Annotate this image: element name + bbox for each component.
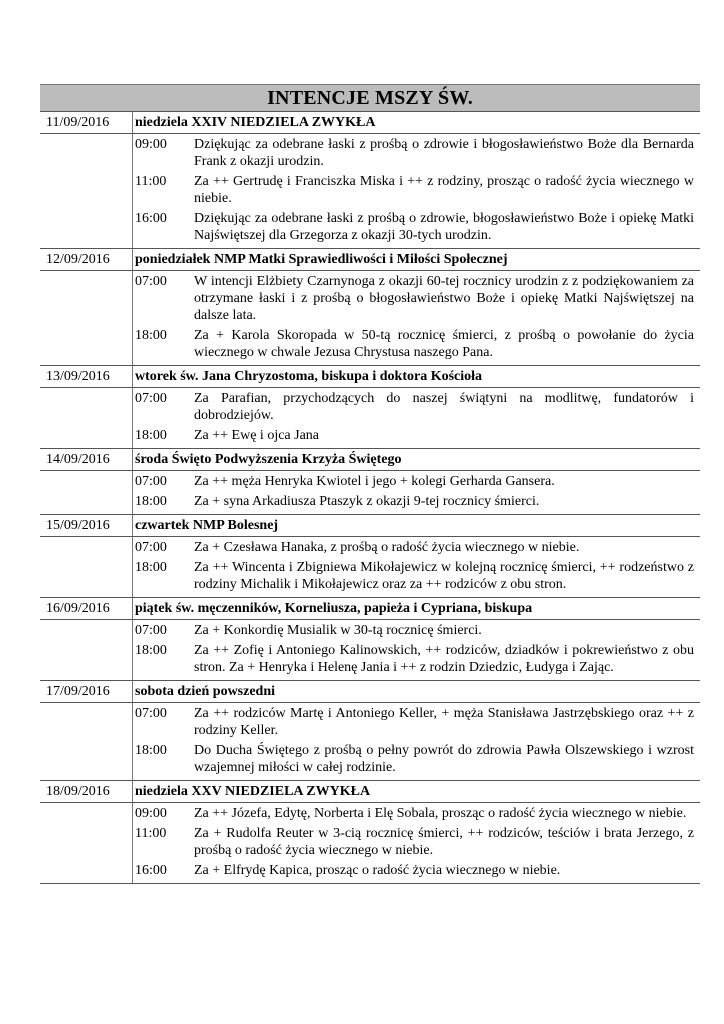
mass-intention — [134, 426, 700, 444]
column-divider — [132, 681, 133, 702]
day-date: 16/09/2016 — [46, 601, 110, 616]
day-header — [40, 515, 700, 537]
day-entries — [40, 271, 700, 366]
mass-intention — [134, 492, 700, 510]
day-entries — [40, 388, 700, 449]
intention-text: Za ++ Gertrudę i Franciszka Miska i ++ z rodziny, prosząc o radość życia wiecznego w niebie. — [194, 174, 694, 206]
mass-intention — [134, 641, 700, 676]
day-entries — [40, 703, 700, 781]
mass-time: 18:00 — [135, 643, 167, 658]
mass-time: 16:00 — [135, 863, 167, 878]
day-date: 13/09/2016 — [46, 369, 110, 384]
mass-intention — [134, 472, 700, 490]
day-date: 14/09/2016 — [46, 452, 110, 467]
mass-intention — [134, 209, 700, 244]
day-entries — [40, 471, 700, 515]
day-entries — [40, 537, 700, 598]
column-divider — [132, 471, 133, 514]
day-name: niedziela XXIV NIEDZIELA ZWYKŁA — [135, 115, 376, 130]
intention-text: Za + Konkordię Musialik w 30-tą rocznicę śmierci. — [194, 623, 482, 638]
day-name: środa Święto Podwyższenia Krzyża Świętego — [135, 452, 402, 467]
day-entries — [40, 620, 700, 681]
day-name: piątek św. męczenników, Korneliusza, papieża i Cypriana, biskupa — [135, 601, 533, 616]
day-name: wtorek św. Jana Chryzostoma, biskupa i doktora Kościoła — [135, 369, 483, 384]
day-name: poniedziałek NMP Matki Sprawiedliwości i Miłości Społecznej — [135, 252, 508, 267]
column-divider — [132, 249, 133, 270]
mass-intention — [134, 704, 700, 739]
mass-time: 18:00 — [135, 560, 167, 575]
intention-text: Dziękując za odebrane łaski z prośbą o zdrowie, błogosławieństwo Boże i opiekę Matki Najświętszej dla Grzegorza z okazji 30-tych urodzin. — [194, 211, 694, 243]
column-divider — [132, 366, 133, 387]
mass-time: 18:00 — [135, 328, 167, 343]
mass-time: 11:00 — [135, 826, 167, 841]
column-divider — [132, 803, 133, 883]
mass-intention — [134, 558, 700, 593]
day-date: 18/09/2016 — [46, 784, 110, 799]
mass-intention — [134, 135, 700, 170]
column-divider — [132, 537, 133, 597]
mass-time: 07:00 — [135, 706, 167, 721]
mass-time: 18:00 — [135, 743, 167, 758]
page-title: INTENCJE MSZY ŚW. — [267, 87, 473, 109]
mass-time: 18:00 — [135, 428, 167, 443]
mass-time: 07:00 — [135, 623, 167, 638]
mass-time: 11:00 — [135, 174, 167, 189]
intention-text: Za ++ męża Henryka Kwiotel i jego + kolegi Gerharda Gansera. — [194, 474, 555, 489]
mass-time: 07:00 — [135, 274, 167, 289]
day-name: sobota dzień powszedni — [135, 684, 276, 699]
intention-text: Za + syna Arkadiusza Ptaszyk z okazji 9-tej rocznicy śmierci. — [194, 494, 540, 509]
mass-time: 09:00 — [135, 137, 167, 152]
intentions-page — [40, 84, 700, 884]
day-date: 11/09/2016 — [46, 115, 110, 130]
mass-intention — [134, 861, 700, 879]
day-header — [40, 112, 700, 134]
mass-time: 09:00 — [135, 806, 167, 821]
day-header — [40, 449, 700, 471]
day-header — [40, 598, 700, 620]
mass-intention — [134, 824, 700, 859]
day-header — [40, 366, 700, 388]
mass-intention — [134, 326, 700, 361]
day-date: 15/09/2016 — [46, 518, 110, 533]
intention-text: Za ++ Ewę i ojca Jana — [194, 428, 320, 443]
intention-text: Za + Czesława Hanaka, z prośbą o radość życia wiecznego w niebie. — [194, 540, 580, 555]
mass-time: 07:00 — [135, 540, 167, 555]
mass-time: 07:00 — [135, 474, 167, 489]
mass-intention — [134, 804, 700, 822]
column-divider — [132, 449, 133, 470]
mass-time: 18:00 — [135, 494, 167, 509]
intention-text: Za ++ Zofię i Antoniego Kalinowskich, ++ rodziców, dziadków i pokrewieństwo z obu stron. Za + Henryka i Helenę Jania i ++ z rodzin Dziedzic, Łudyga i Zając. — [194, 643, 694, 675]
title-bar — [40, 84, 700, 112]
intention-text: Do Ducha Świętego z prośbą o pełny powrót do zdrowia Pawła Olszewskiego i wzrost wzajemnej miłości w całej rodzinie. — [194, 743, 694, 775]
intention-text: Za + Karola Skoropada w 50-tą rocznicę śmierci, z prośbą o powołanie do życia wiecznego w chwale Jezusa Chrystusa naszego Pana. — [194, 328, 694, 360]
column-divider — [132, 515, 133, 536]
intention-text: Za Parafian, przychodzących do naszej świątyni na modlitwę, fundatorów i dobrodziejów. — [194, 391, 694, 423]
column-divider — [132, 134, 133, 248]
day-header — [40, 681, 700, 703]
intention-text: Za ++ Józefa, Edytę, Norberta i Elę Sobala, prosząc o radość życia wiecznego w niebie. — [194, 806, 687, 821]
mass-time: 16:00 — [135, 211, 167, 226]
day-name: niedziela XXV NIEDZIELA ZWYKŁA — [135, 784, 371, 799]
intention-text: Dziękując za odebrane łaski z prośbą o zdrowie i błogosławieństwo Boże dla Bernarda Frank z okazji urodzin. — [194, 137, 694, 169]
mass-intention — [134, 272, 700, 324]
mass-intention — [134, 741, 700, 776]
column-divider — [132, 781, 133, 802]
day-entries — [40, 803, 700, 884]
day-entries — [40, 134, 700, 249]
intention-text: W intencji Elżbiety Czarnynoga z okazji 60-tej rocznicy urodzin z z podziękowaniem za otrzymane łaski i z prośbą o błogosławieństwo Boże i opiekę Matki Najświętszej na dalsze lata. — [194, 274, 694, 323]
intention-text: Za + Rudolfa Reuter w 3-cią rocznicę śmierci, ++ rodziców, teściów i brata Jerzego, z prośbą o radość życia wiecznego w niebie. — [194, 826, 694, 858]
intention-text: Za ++ Wincenta i Zbigniewa Mikołajewicz w kolejną rocznicę śmierci, ++ rodzeństwo z rodziny Michalik i Mikołajewicz oraz za ++ rodziców z obu stron. — [194, 560, 694, 592]
days-list — [40, 112, 700, 884]
mass-intention — [134, 172, 700, 207]
intention-text: Za ++ rodziców Martę i Antoniego Keller, + męża Stanisława Jastrzębskiego oraz ++ z rodziny Keller. — [194, 706, 694, 738]
intention-text: Za + Elfrydę Kapica, prosząc o radość życia wiecznego w niebie. — [194, 863, 561, 878]
mass-intention — [134, 621, 700, 639]
day-header — [40, 781, 700, 803]
day-date: 12/09/2016 — [46, 252, 110, 267]
column-divider — [132, 598, 133, 619]
day-header — [40, 249, 700, 271]
column-divider — [132, 388, 133, 448]
column-divider — [132, 271, 133, 365]
column-divider — [132, 703, 133, 780]
mass-time: 07:00 — [135, 391, 167, 406]
day-date: 17/09/2016 — [46, 684, 110, 699]
day-name: czwartek NMP Bolesnej — [135, 518, 279, 533]
column-divider — [132, 620, 133, 680]
mass-intention — [134, 538, 700, 556]
column-divider — [132, 112, 133, 133]
mass-intention — [134, 389, 700, 424]
